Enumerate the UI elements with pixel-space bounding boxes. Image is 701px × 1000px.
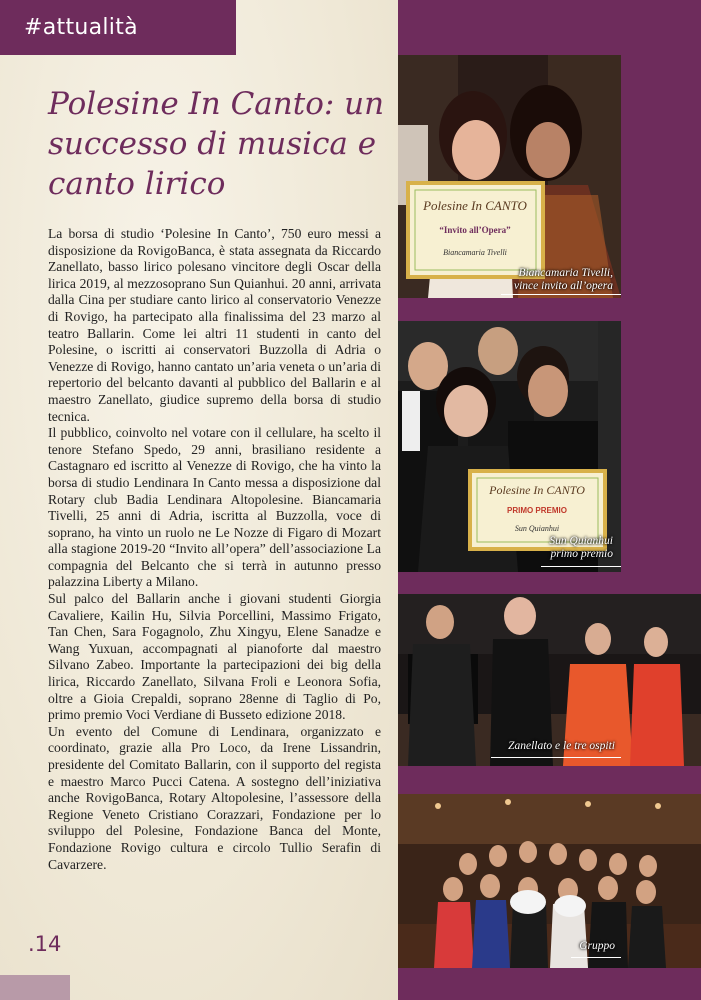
diploma-certificate <box>408 183 543 277</box>
caption-rule <box>541 566 621 567</box>
photo-group <box>398 794 701 968</box>
photo-zanellato-guests <box>398 594 701 766</box>
photo-caption: Gruppo <box>579 940 615 952</box>
section-tag: #attualità <box>0 0 236 55</box>
diploma-line: “Invito all’Opera” <box>439 225 511 235</box>
photo-award-invito <box>398 55 621 298</box>
diploma-brand: Polesine In CANTO <box>489 483 585 497</box>
page-number: .14 <box>28 932 62 956</box>
diploma-name: Sun Quianhui <box>514 524 560 533</box>
diploma-brand: Polesine In CANTO <box>423 198 527 213</box>
paragraph: Sul palco del Ballarin anche i giovani studenti Giorgia Cavaliere, Kailin Hu, Silvia Porcellini, Massimo Frigato, Tan Chen, Sara Fogagnolo, Zhu Xingyu, Elene Sanadze e Wang Yuxuan, accompagnati al pianoforte dal maestro Silvano Zabeo. Importante la partecipazioni dei big della lirica, Riccardo Zanellato, Silvana Froli e Leonora Sofia, oltre a Gioia Crepaldi, soprano 28enne di Taglio di Po, primo premio Voci Verdiane di Busseto edizione 2018. <box>48 591 381 723</box>
paragraph: La borsa di studio ‘Polesine In Canto’, 750 euro messi a disposizione da RovigoBanca, è stata assegnata da Riccardo Zanellato, basso lirico polesano vincitore degli Oscar della lirica 2019, al mezzosoprano Sun Quianhui. 20 anni, arrivata dalla Cina per studiare canto lirico al conservatorio Venezze di Rovigo, ha partecipato alla finalissima del 23 marzo al teatro Ballarin. Come lei altri 11 studenti in canto del Polesine, o iscritti ai conservatori Buzzolla di Adria o Venezze di Rovigo, hanno cantato un’aria veneta o un’aria di repertorio del belcanto davanti al pubblico del Ballarin e al maestro Zanellato, giudice supremo della borsa di studio tecnica. <box>48 226 381 424</box>
photo-caption: Zanellato e le tre ospiti <box>508 740 615 752</box>
caption-rule <box>501 294 621 295</box>
photo-caption: Sun Quianhui primo premio <box>549 535 613 560</box>
article-body <box>48 226 381 873</box>
caption-rule <box>571 957 621 958</box>
footer-bar <box>0 975 70 1000</box>
paragraph: Un evento del Comune di Lendinara, organizzato e coordinato, grazie alla Pro Loco, da Irene Lissandrin, presidente del Comitato Ballarin, con il supporto del regista e maestro Marco Pucci Catena. A sostegno dell’iniziativa anche RovigoBanca, Rotary Altopolesine, l’assessore della Regione Veneto Cristiano Corazzari, Fondazione per lo sviluppo del Polesine, Fondazione Banca del Monte, Fondazione Rovigo cultura e circolo Tullio Serafin di Cavarzere. <box>48 723 381 872</box>
photo-first-prize <box>398 321 621 572</box>
paragraph: Il pubblico, coinvolto nel votare con il cellulare, ha scelto il tenore Stefano Spedo, 29 anni, brasiliano residente a Castagnaro ed iscritto al Venezze di Rovigo, che ha vinto la borsa di studio Lendinara In Canto messa a disposizione dal Rotary club Badia Lendinara Altopolesine. Biancamaria Tivelli, 25 anni di Adria, iscritta al Buzzolla, voce di soprano, ha vinto un ruolo ne Le Nozze di Figaro di Mozart alla stagione 2019-20 “Invito all’opera” dell’associazione La compagnia del Belcanto che si terrà in autunno presso palazzina Liberty a Milano. <box>48 425 381 590</box>
caption-rule <box>491 757 621 758</box>
diploma-name: Biancamaria Tivelli <box>443 248 507 257</box>
diploma-line: PRIMO PREMIO <box>506 506 568 515</box>
article-title: Polesine In Canto: un successo di musica e canto lirico <box>48 86 385 202</box>
photo-caption: Biancamaria Tivelli, vince invito all’opera <box>514 267 613 292</box>
